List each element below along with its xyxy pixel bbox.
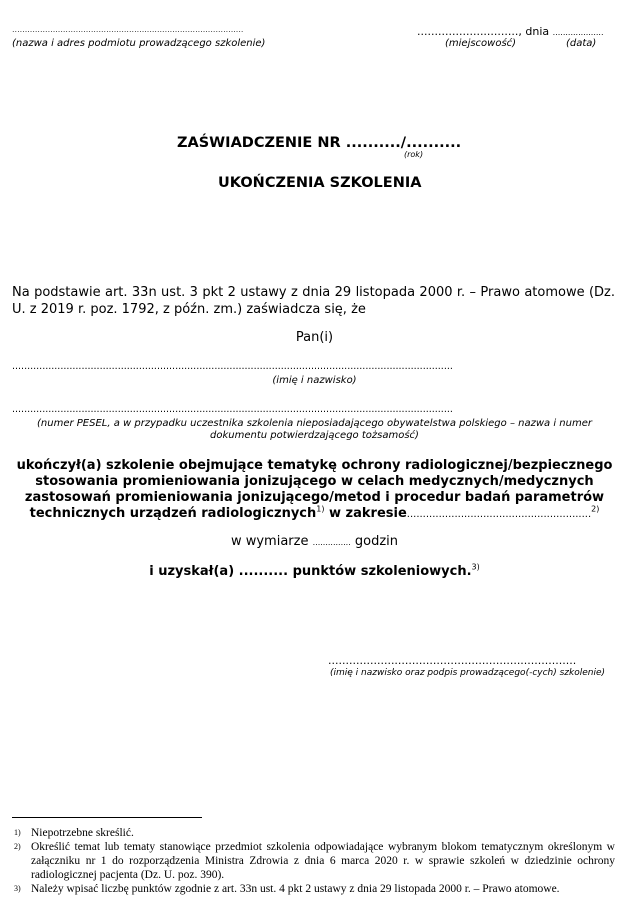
id-caption: (numer PESEL, a w przypadku uczestnika szkolenia nieposiadającego obywatelstwa polskiego – nazwa i numer dokumentu potwierdzającego tożsamość)	[37, 418, 592, 441]
salutation: Pan(i)	[295, 330, 334, 345]
footnote-3	[0, 882, 629, 896]
footnote-1	[0, 826, 629, 840]
footnote-3-text: Należy wpisać liczbę punktów zgodnie z art. 33n ust. 4 pkt 2 ustawy z dnia 29 listopada 2000 r. – Prawo atomowe.	[31, 883, 560, 895]
footnote-2-number: 2)	[14, 842, 21, 851]
duration-before: w wymiarze	[230, 534, 313, 549]
certificate-subtitle: UKOŃCZENIA SZKOLENIA	[218, 175, 422, 191]
name-dots: ..................................................................................................................................................	[12, 361, 453, 372]
certificate-title: ZAŚWIADCZENIE NR ........../..........	[177, 135, 462, 151]
footnote-ref-3: 3)	[471, 562, 480, 572]
duration-after: godzin	[350, 534, 399, 549]
duration-dots: ...............	[312, 538, 351, 547]
place-caption: (miejscowość)	[445, 38, 517, 49]
scope-dots: ..........................................................	[406, 509, 592, 520]
date-separator: , dnia	[518, 25, 553, 38]
footnote-2	[0, 840, 629, 882]
place-dots: .............................	[417, 25, 519, 38]
place-date-line	[417, 25, 604, 38]
footnote-1-number: 1)	[14, 828, 21, 837]
date-dots: ....................	[552, 28, 604, 37]
signature-dots: .......................................................................	[328, 654, 577, 667]
scope-label: w zakresie	[324, 506, 407, 521]
footnote-ref-2: 2)	[591, 504, 600, 514]
points-line	[0, 564, 629, 579]
footnote-2-text: Określić temat lub tematy stanowiące przedmiot szkolenia odpowiadające wybranym blokom tematycznym określonym w załączniku nr 1 do rozporządzenia Ministra Zdrowia z dnia 6 marca 2020 r. w sprawie szkoleń w dziedzinie ochrony radiologicznej pacjenta (Dz. U. poz. 390).	[31, 841, 615, 881]
footnote-1-text: Niepotrzebne skreślić.	[31, 827, 134, 839]
issuer-caption: (nazwa i adres podmiotu prowadzącego szkolenie)	[12, 38, 266, 49]
issuer-dots: ...........................................................................................	[12, 25, 244, 34]
completion-text: ukończył(a) szkolenie obejmujące tematykę ochrony radiologicznej/bezpiecznego stosowania promieniowania jonizującego w celach medycznych/medycznych zastosowań promieniowania jonizującego/metod i procedur badań parametrów technicznych urządzeń radiologicznych	[16, 458, 613, 521]
completion-paragraph	[12, 458, 617, 523]
intro-paragraph: Na podstawie art. 33n ust. 3 pkt 2 ustawy z dnia 29 listopada 2000 r. – Prawo atomowe (Dz. U. z 2019 r. poz. 1792, z późn. zm.) zaświadcza się, że	[12, 285, 615, 317]
name-caption: (imię i nazwisko)	[272, 375, 357, 386]
year-caption: (rok)	[404, 150, 424, 159]
signature-caption: (imię i nazwisko oraz podpis prowadzącego(-cych) szkolenie)	[330, 668, 606, 678]
footnote-3-number: 3)	[14, 884, 21, 893]
date-caption: (data)	[566, 38, 597, 49]
duration-line	[0, 534, 629, 549]
footnote-separator	[12, 817, 202, 818]
id-dots: ..................................................................................................................................................	[12, 404, 453, 415]
footnote-ref-1: 1)	[316, 504, 325, 514]
points-text: i uzyskał(a) .......... punktów szkoleniowych.	[149, 564, 472, 579]
